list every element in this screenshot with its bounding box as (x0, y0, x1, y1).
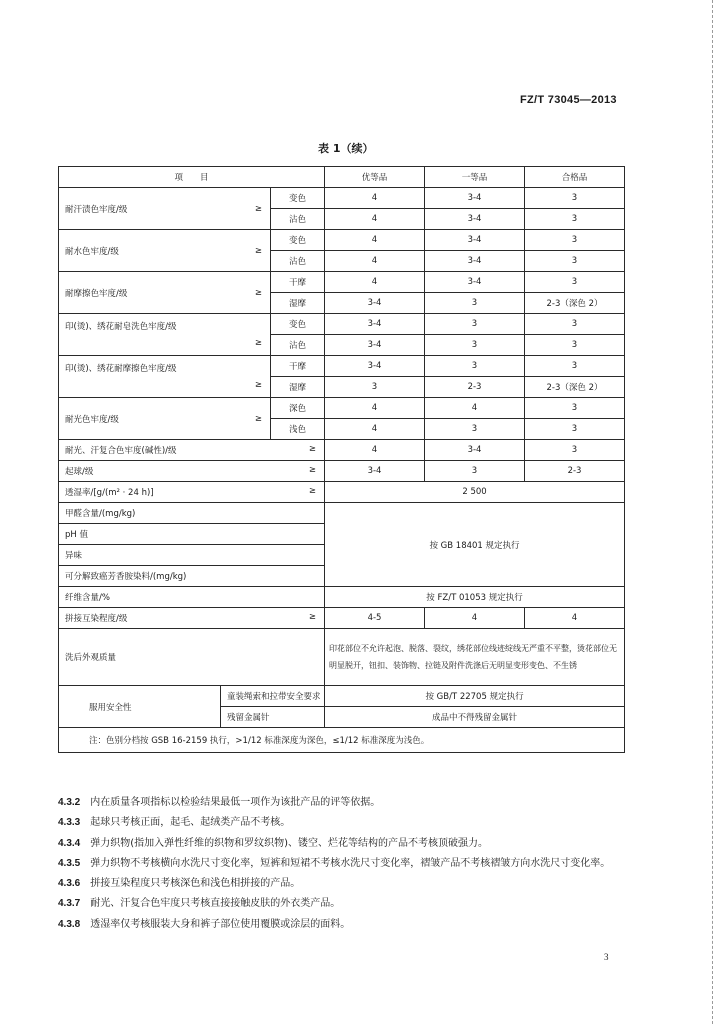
ge-sign: ≥ (221, 272, 271, 314)
cell-value: 成品中不得残留金属针 (325, 707, 625, 728)
clause-item: 4.3.4 弹力织物(指加入弹性纤维的织物和罗纹织物)、镂空、烂花等结构的产品不考核顶破强力。 (58, 837, 489, 849)
ge-sign: ≥ (308, 465, 317, 475)
clause-notes (58, 793, 626, 935)
scan-edge-line (712, 0, 713, 1024)
cell-value: 2-3 (525, 461, 625, 482)
sub-item: 湿摩 (271, 293, 325, 314)
row-label: 甲醛含量/(mg/kg) (59, 503, 325, 524)
row-label: 异味 (59, 545, 325, 566)
row-label: 起球/级 ≥ (59, 461, 325, 482)
cell-value: 3 (425, 335, 525, 356)
cell-value: 3 (525, 335, 625, 356)
clause-item: 4.3.5 弹力织物不考核横向水洗尺寸变化率，短裤和短裙不考核水洗尺寸变化率，褶皱产品不考核褶皱方向水洗尺寸变化率。 (58, 857, 611, 869)
table-row (59, 440, 625, 461)
sub-item: 沾色 (271, 335, 325, 356)
cell-value: 3 (525, 314, 625, 335)
row-label: 耐水色牢度/级 (59, 230, 221, 272)
cell-value: 3 (425, 461, 525, 482)
cell-value: 3 (525, 440, 625, 461)
row-label: 耐摩擦色牢度/级 (59, 272, 221, 314)
clause-item: 4.3.7 耐光、汗复合色牢度只考核直接接触皮肤的外衣类产品。 (58, 898, 341, 910)
cell-value: 3-4 (425, 188, 525, 209)
table-title: 表 1（续） (318, 142, 374, 155)
cell-value: 4 (425, 608, 525, 629)
cell-value: 3 (525, 356, 625, 377)
row-label: 印(烫)、绣花耐皂洗色牢度/级 ≥ (59, 314, 271, 356)
table-row (59, 686, 625, 707)
sub-item: 沾色 (271, 209, 325, 230)
ge-sign: ≥ (254, 379, 262, 390)
cell-value: 3 (425, 356, 525, 377)
cell-value: 3-4 (425, 230, 525, 251)
table-row (59, 482, 625, 503)
cell-value: 3 (525, 251, 625, 272)
table-row (59, 230, 625, 251)
row-label: 纤维含量/% (59, 587, 325, 608)
ge-sign: ≥ (221, 398, 271, 440)
sub-item: 变色 (271, 230, 325, 251)
row-label: 服用安全性 (59, 686, 221, 728)
cell-value: 3-4 (425, 209, 525, 230)
cell-value: 按 GB/T 22705 规定执行 (325, 686, 625, 707)
sub-item: 湿摩 (271, 377, 325, 398)
sub-item: 深色 (271, 398, 325, 419)
cell-value: 3-4 (325, 461, 425, 482)
row-label: 可分解致癌芳香胺染料/(mg/kg) (59, 566, 325, 587)
sub-item: 变色 (271, 314, 325, 335)
cell-value: 4 (325, 251, 425, 272)
cell-value: 3 (525, 419, 625, 440)
table-note: 注：色别分档按 GSB 16-2159 执行，>1/12 标准深度为深色，≤1/12 标准深度为浅色。 (59, 728, 625, 753)
sub-item: 变色 (271, 188, 325, 209)
row-label: 耐光、汗复合色牢度(碱性)/级 ≥ (59, 440, 325, 461)
ge-sign: ≥ (308, 612, 317, 622)
sub-item: 干摩 (271, 356, 325, 377)
cell-value: 4 (425, 398, 525, 419)
table-row (59, 587, 625, 608)
cell-value: 3 (525, 188, 625, 209)
sub-item: 残留金属针 (221, 707, 325, 728)
clause-item: 4.3.8 透湿率仅考核服装大身和裤子部位使用覆膜或涂层的面料。 (58, 918, 351, 930)
row-label: 耐汗渍色牢度/级 (59, 188, 221, 230)
clause-item: 4.3.6 拼接互染程度只考核深色和浅色相拼接的产品。 (58, 878, 301, 890)
table-row (59, 398, 625, 419)
ge-sign: ≥ (308, 486, 317, 496)
col-header-grade1: 优等品 (325, 167, 425, 188)
cell-value: 3-4 (425, 251, 525, 272)
cell-value: 3 (425, 293, 525, 314)
page-number: 3 (604, 952, 609, 962)
row-label: 拼接互染程度/级 ≥ (59, 608, 325, 629)
row-label: pH 值 (59, 524, 325, 545)
clause-item: 4.3.3 起球只考核正面，起毛、起绒类产品不考核。 (58, 817, 291, 829)
ge-sign: ≥ (221, 188, 271, 230)
cell-value: 4 (325, 230, 425, 251)
cell-value: 4 (325, 209, 425, 230)
cell-value: 4 (325, 272, 425, 293)
table-row (59, 503, 625, 524)
cell-value: 3-4 (325, 335, 425, 356)
table-row (59, 608, 625, 629)
cell-value: 3 (525, 272, 625, 293)
ge-sign: ≥ (221, 230, 271, 272)
ge-sign: ≥ (308, 444, 317, 454)
cell-value: 3-4 (425, 272, 525, 293)
ge-sign: ≥ (254, 337, 262, 348)
table-header-row (59, 167, 625, 188)
cell-value: 3 (325, 377, 425, 398)
cell-value: 3 (525, 230, 625, 251)
clause-item: 4.3.2 内在质量各项指标以检验结果最低一项作为该批产品的评等依据。 (58, 797, 381, 808)
cell-value: 2-3（深色 2） (525, 377, 625, 398)
row-label: 印(烫)、绣花耐摩擦色牢度/级 ≥ (59, 356, 271, 398)
gb18401-merged-cell: 按 GB 18401 规定执行 (325, 503, 625, 587)
cell-value: 4 (325, 188, 425, 209)
cell-value: 4-5 (325, 608, 425, 629)
cell-value: 印花部位不允许起泡、脱落、裂纹，绣花部位线迹绽线无严重不平整，烫花部位无明显脱开，钮扣、装饰物、拉链及附件洗涤后无明显变形变色、不生锈 (325, 629, 625, 686)
row-label: 耐光色牢度/级 (59, 398, 221, 440)
table-row (59, 314, 625, 335)
sub-item: 童装绳索和拉带安全要求 (221, 686, 325, 707)
table-row (59, 461, 625, 482)
row-label: 洗后外观质量 (59, 629, 325, 686)
cell-value: 3 (425, 314, 525, 335)
cell-value: 2 500 (325, 482, 625, 503)
sub-item: 浅色 (271, 419, 325, 440)
cell-value: 3 (425, 419, 525, 440)
cell-value: 3-4 (325, 293, 425, 314)
table-row (59, 629, 625, 686)
col-header-grade2: 一等品 (425, 167, 525, 188)
cell-value: 3-4 (425, 440, 525, 461)
cell-value: 3 (525, 398, 625, 419)
col-header-item: 项 目 (59, 167, 325, 188)
col-header-grade3: 合格品 (525, 167, 625, 188)
quality-spec-table (58, 166, 625, 753)
table-note-row (59, 728, 625, 753)
cell-value: 3-4 (325, 356, 425, 377)
cell-value: 2-3 (425, 377, 525, 398)
cell-value: 3-4 (325, 314, 425, 335)
cell-value: 2-3（深色 2） (525, 293, 625, 314)
cell-value: 4 (325, 419, 425, 440)
row-label: 透湿率/[g/(m² · 24 h)] ≥ (59, 482, 325, 503)
cell-value: 3 (525, 209, 625, 230)
cell-value: 按 FZ/T 01053 规定执行 (325, 587, 625, 608)
table-row (59, 272, 625, 293)
cell-value: 4 (325, 440, 425, 461)
cell-value: 4 (525, 608, 625, 629)
sub-item: 沾色 (271, 251, 325, 272)
cell-value: 4 (325, 398, 425, 419)
sub-item: 干摩 (271, 272, 325, 293)
table-row (59, 356, 625, 377)
standard-code: FZ/T 73045—2013 (520, 94, 617, 106)
table-row (59, 188, 625, 209)
